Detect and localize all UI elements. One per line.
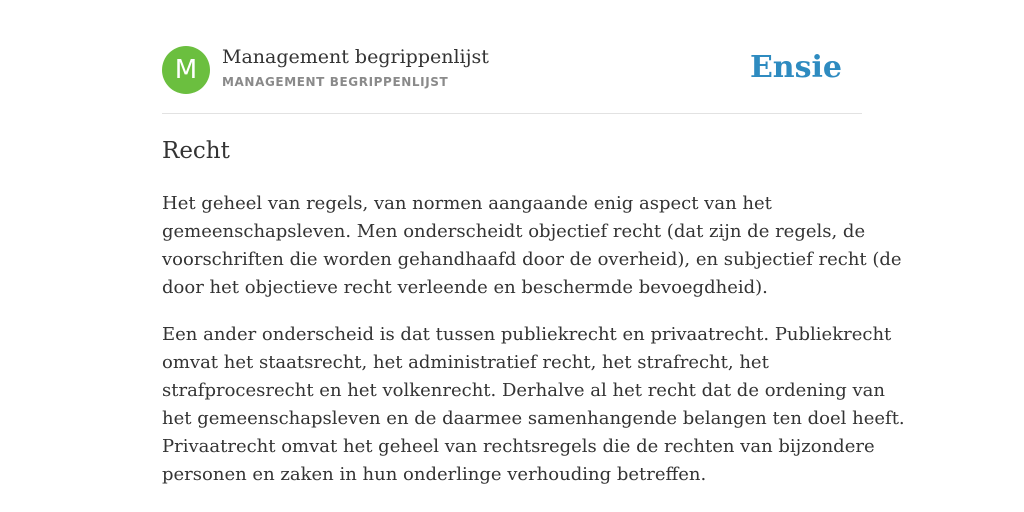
paragraph-line: Privaatrecht omvat het geheel van rechtsregels die de rechten van bijzondere [162,436,875,457]
ensie-logo[interactable]: Ensie [749,50,842,85]
paragraph-line: voorschriften die worden gehandhaafd door de overheid), en subjectief recht (de [162,249,902,270]
entry-paragraph [162,190,902,302]
paragraph-line: door het objectieve recht verleende en beschermde bevoegdheid). [162,277,768,298]
paragraph-line: Het geheel van regels, van normen aangaande enig aspect van het [162,193,772,214]
entry-content [162,190,905,508]
paragraph-line: strafprocesrecht en het volkenrecht. Derhalve al het recht dat de ordening van [162,380,885,401]
paragraph-line: gemeenschapsleven. Men onderscheidt objectief recht (dat zijn de regels, de [162,221,866,242]
entry-paragraph [162,321,905,489]
lexicon-avatar[interactable]: M [162,46,210,94]
paragraph-line: omvat het staatsrecht, het administratief recht, het strafrecht, het [162,352,769,373]
header [162,46,862,96]
lexicon-subtitle: MANAGEMENT BEGRIPPENLIJST [222,75,449,89]
paragraph-line: personen en zaken in hun onderlinge verhouding betreffen. [162,464,707,485]
entry-title: Recht [162,138,230,164]
paragraph-line: Een ander onderscheid is dat tussen publiekrecht en privaatrecht. Publiekrecht [162,324,892,345]
lexicon-title-link[interactable]: Management begrippenlijst [222,46,489,68]
paragraph-line: het gemeenschapsleven en de daarmee samenhangende belangen ten doel heeft. [162,408,905,429]
header-divider [162,113,862,114]
